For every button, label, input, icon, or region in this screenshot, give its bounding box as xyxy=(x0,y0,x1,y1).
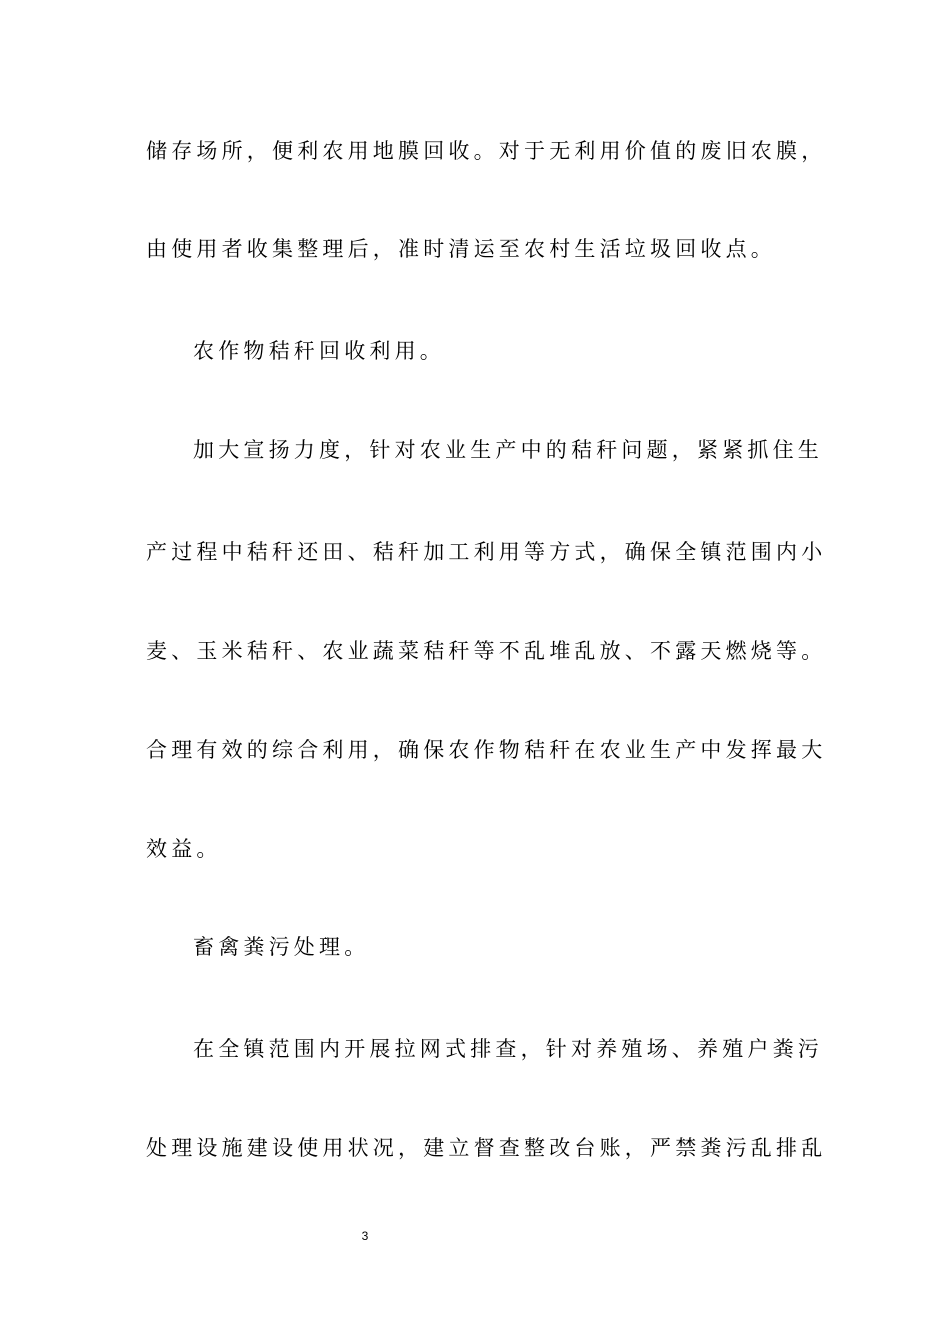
section-heading: 农作物秸秆回收利用。 xyxy=(193,339,445,363)
body-text-line: 在全镇范围内开展拉网式排查，针对养殖场、养殖户粪污 xyxy=(193,1037,823,1061)
body-text-line: 麦、玉米秸秆、农业蔬菜秸秆等不乱堆乱放、不露天燃烧等。 xyxy=(146,639,827,663)
body-text-line: 合理有效的综合利用，确保农作物秸秆在农业生产中发挥最大 xyxy=(146,738,827,762)
section-heading: 畜禽粪污处理。 xyxy=(193,935,370,959)
body-text-line: 产过程中秸秆还田、秸秆加工利用等方式，确保全镇范围内小 xyxy=(146,540,827,564)
body-text-line: 效益。 xyxy=(146,837,222,861)
page-number: 3 xyxy=(361,1229,369,1243)
body-text-line: 储存场所，便利农用地膜回收。对于无利用价值的废旧农膜， xyxy=(146,139,827,163)
body-text-line: 加大宣扬力度，针对农业生产中的秸秆问题，紧紧抓住生 xyxy=(193,438,823,462)
body-text-line: 由使用者收集整理后，准时清运至农村生活垃圾回收点。 xyxy=(146,237,776,261)
body-text-line: 处理设施建设使用状况，建立督查整改台账，严禁粪污乱排乱 xyxy=(146,1136,827,1160)
